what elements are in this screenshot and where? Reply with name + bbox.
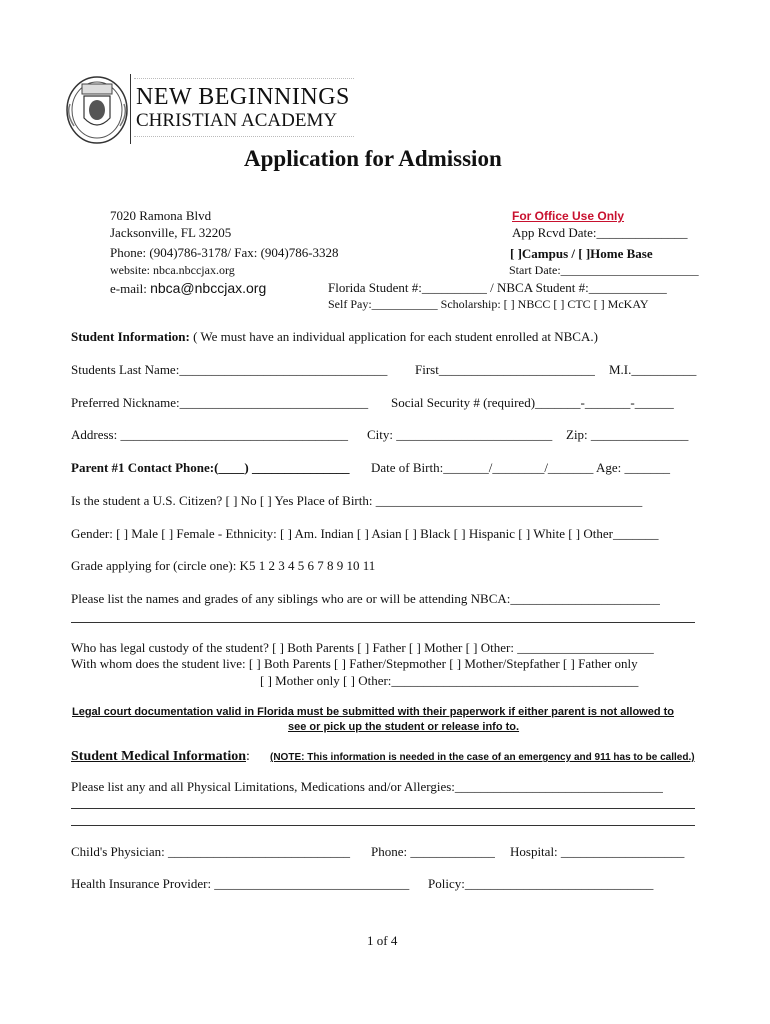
parent-phone-field[interactable]: Parent #1 Contact Phone:(____) _______________	[71, 460, 350, 475]
last-name-field[interactable]: Students Last Name:________________________________	[71, 362, 388, 377]
middle-initial-field[interactable]: M.I.__________	[609, 362, 697, 377]
school-logo	[64, 74, 364, 146]
school-city: Jacksonville, FL 32205	[110, 225, 232, 240]
physician-field[interactable]: Child's Physician: ____________________________	[71, 844, 350, 859]
school-website: website: nbca.nbccjax.org	[110, 263, 235, 277]
logo-name-line2: CHRISTIAN ACADEMY	[136, 110, 338, 131]
lives-with-field[interactable]: With whom does the student live: [ ] Both Parents [ ] Father/Stepmother [ ] Mother/Stepfather [ ] Father only	[71, 656, 638, 671]
policy-field[interactable]: Policy:_____________________________	[428, 876, 654, 891]
medical-heading-label: Student Medical Information	[71, 749, 246, 764]
medical-note: (NOTE: This information is needed in the case of an emergency and 911 has to be called.)	[270, 752, 695, 763]
limitations-line-1[interactable]	[71, 808, 695, 809]
limitations-line-2[interactable]	[71, 825, 695, 826]
zip-field[interactable]: Zip: _______________	[566, 427, 689, 442]
physician-phone-field[interactable]: Phone: _____________	[371, 844, 495, 859]
school-seal-icon	[64, 74, 130, 146]
grade-field[interactable]: Grade applying for (circle one): K5 1 2 3 4 5 6 7 8 9 10 11	[71, 558, 376, 573]
logo-name-line1: NEW BEGINNINGS	[136, 84, 350, 110]
insurance-field[interactable]: Health Insurance Provider: ______________________________	[71, 876, 410, 891]
medical-heading-colon: :	[246, 749, 250, 764]
school-phone: Phone: (904)786-3178/ Fax: (904)786-3328	[110, 245, 339, 260]
school-email	[110, 280, 266, 297]
student-info-label: Student Information:	[71, 329, 190, 344]
campus-option[interactable]: [ ]Campus / [ ]Home Base	[510, 246, 653, 261]
medical-heading	[71, 749, 250, 765]
app-received-field[interactable]: App Rcvd Date:______________	[512, 225, 688, 240]
siblings-field[interactable]: Please list the names and grades of any siblings who are or will be attending NBCA:_______________________	[71, 591, 660, 606]
page-number: 1 of 4	[367, 933, 398, 948]
email-link[interactable]: nbca@nbccjax.org	[150, 280, 267, 296]
office-use-title: For Office Use Only	[512, 209, 625, 223]
first-name-field[interactable]: First________________________	[415, 362, 595, 377]
dob-field[interactable]: Date of Birth:_______/________/_______ Age: _______	[371, 460, 670, 475]
student-info-note: ( We must have an individual application for each student enrolled at NBCA.)	[189, 329, 598, 344]
limitations-field[interactable]: Please list any and all Physical Limitations, Medications and/or Allergies:________________________________	[71, 779, 663, 794]
ssn-field[interactable]: Social Security # (required)_______-_______-______	[391, 395, 674, 410]
page-title: Application for Admission	[244, 146, 502, 171]
hospital-field[interactable]: Hospital: ___________________	[510, 844, 685, 859]
custody-field[interactable]: Who has legal custody of the student? [ ] Both Parents [ ] Father [ ] Mother [ ] Other: _____________________	[71, 640, 654, 655]
start-date-field[interactable]: Start Date:_______________________	[509, 263, 699, 277]
address-field[interactable]: Address: ___________________________________	[71, 427, 348, 442]
student-number-fields[interactable]: Florida Student #:__________ / NBCA Student #:____________	[328, 280, 667, 295]
legal-notice-line1: Legal court documentation valid in Florida must be submitted with their paperwork if either parent is not allowed to	[72, 706, 675, 718]
nickname-field[interactable]: Preferred Nickname:_____________________________	[71, 395, 369, 410]
siblings-line[interactable]	[71, 622, 695, 623]
email-label: e-mail:	[110, 281, 151, 296]
city-field[interactable]: City: ________________________	[367, 427, 553, 442]
lives-with-field-2[interactable]: [ ] Mother only [ ] Other:______________________________________	[260, 673, 639, 688]
gender-ethnicity-field[interactable]: Gender: [ ] Male [ ] Female - Ethnicity: [ ] Am. Indian [ ] Asian [ ] Black [ ] Hispanic [ ] White [ ] Other_______	[71, 526, 659, 541]
legal-notice-line2: see or pick up the student or release info to.	[288, 721, 520, 733]
student-info-heading	[71, 329, 598, 345]
payment-options[interactable]: Self Pay:___________ Scholarship: [ ] NBCC [ ] CTC [ ] McKAY	[328, 297, 649, 311]
citizenship-field[interactable]: Is the student a U.S. Citizen? [ ] No [ ] Yes Place of Birth: _________________________________________	[71, 493, 643, 508]
school-street: 7020 Ramona Blvd	[110, 208, 212, 223]
